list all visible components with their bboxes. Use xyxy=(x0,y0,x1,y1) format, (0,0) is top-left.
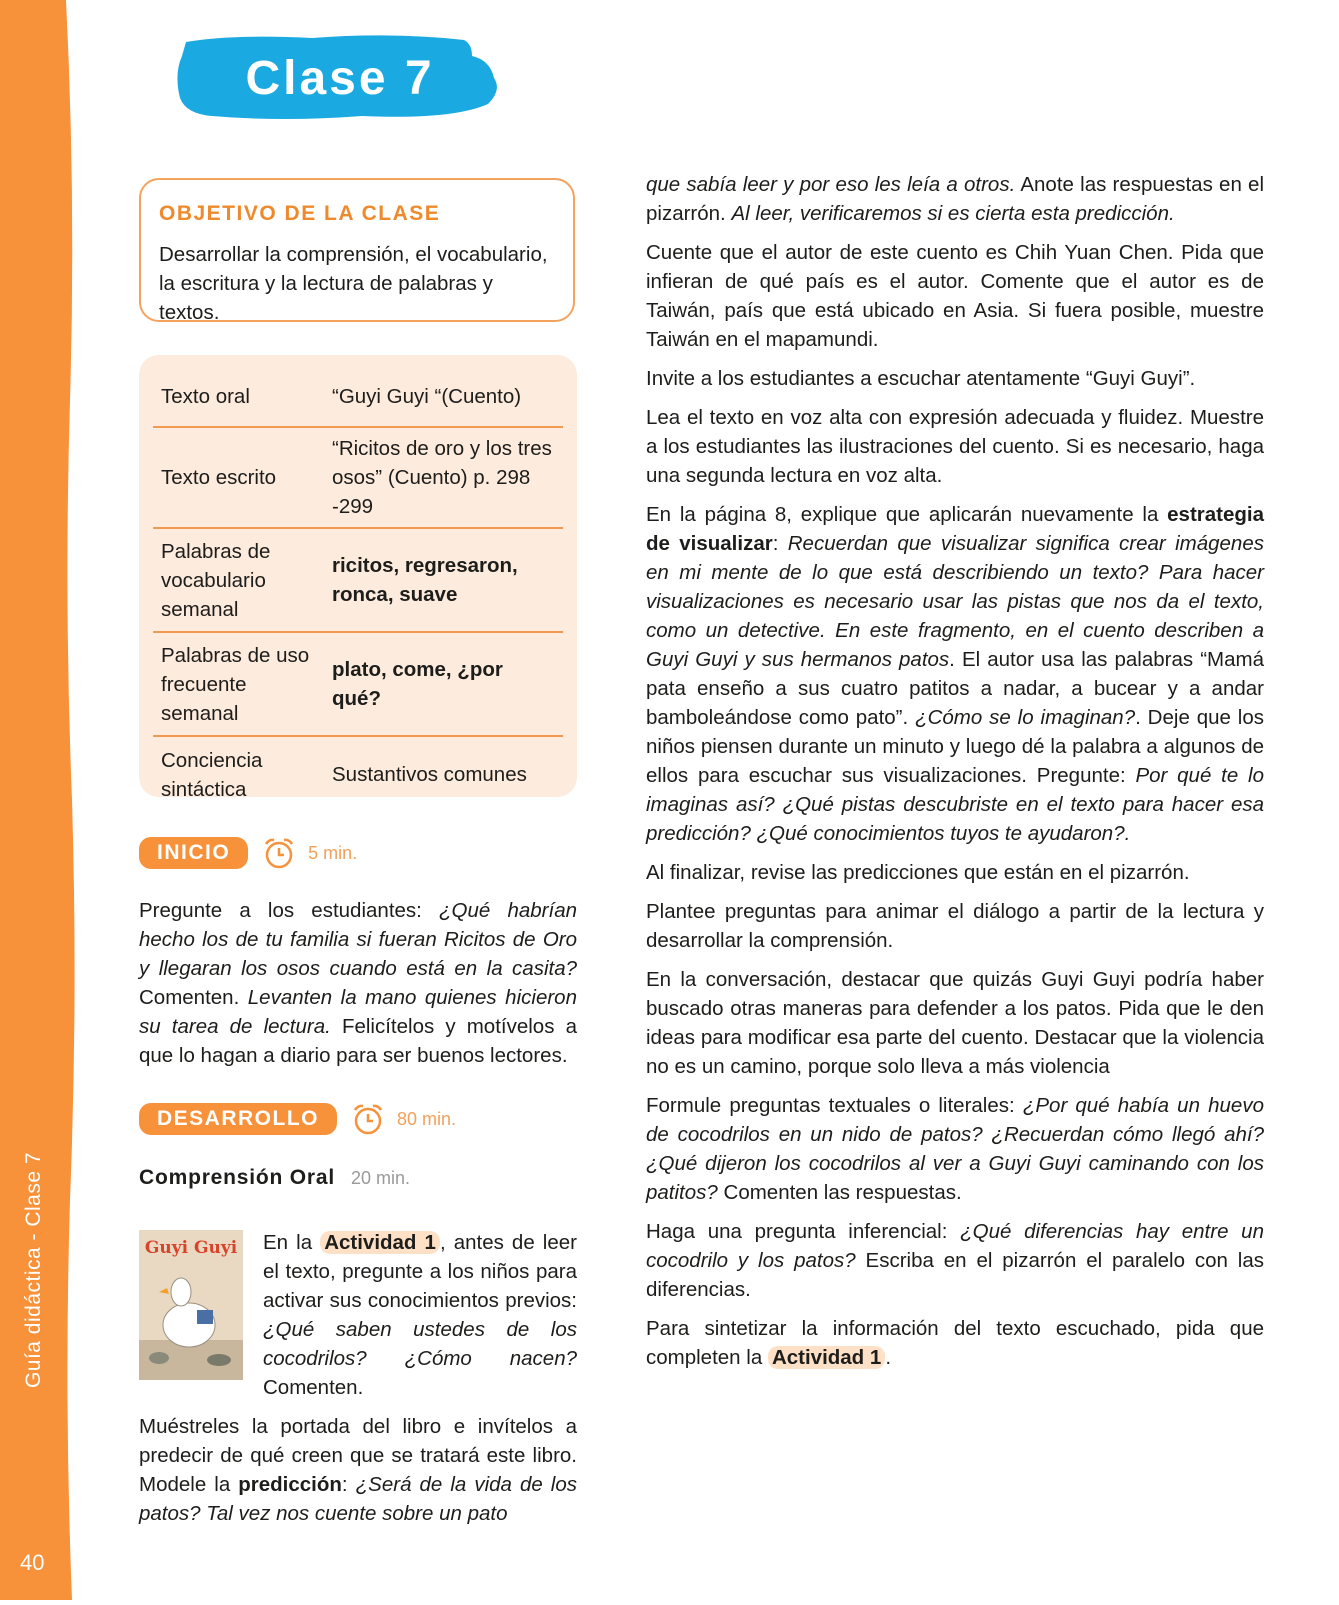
paragraph: Invite a los estudiantes a escuchar atentamente “Guyi Guyi”. xyxy=(646,367,1196,390)
inicio-header xyxy=(139,836,357,870)
paragraph: En la conversación, destacar que quizás Guyi Guyi podría haber buscado otras maneras para defender a los patos. Pida que le den ideas para modificar esa parte del cuento. Destacar que la violencia no es un camino, porque solo lleva a más violencia xyxy=(646,968,1264,1078)
alarm-clock-icon xyxy=(262,836,296,870)
comprension-title: Comprensión Oral xyxy=(139,1166,335,1189)
table-row xyxy=(153,632,563,736)
table-key: Texto oral xyxy=(161,385,250,408)
objective-box xyxy=(139,178,575,322)
table-value: Sustantivos comunes xyxy=(332,763,527,786)
table-row xyxy=(153,736,563,812)
paragraph: Lea el texto en voz alta con expresión adecuada y fluidez. Muestre a los estudiantes las ilustraciones del cuento. Si es necesario, haga una segunda lectura en voz alta. xyxy=(646,406,1264,487)
comprension-heading xyxy=(139,1166,410,1190)
paragraph: Formule preguntas textuales o literales: ¿Por qué había un huevo de cocodrilos en un nido de patos? ¿Recuerdan cómo llegó ahí? ¿Qué dijeron los cocodrilos al ver a Guyi Guyi caminando con los patitos? Comenten las respuestas. xyxy=(646,1094,1264,1204)
book-cover-title: Guyi Guyi xyxy=(144,1238,238,1258)
table-value: “Ricitos de oro y los tres osos” (Cuento) p. 298 -299 xyxy=(332,437,552,518)
table-value: “Guyi Guyi “(Cuento) xyxy=(332,385,522,408)
table-value: plato, come, ¿por qué? xyxy=(332,658,503,710)
activity-highlight: Actividad 1 xyxy=(768,1346,885,1369)
activity-highlight: Actividad 1 xyxy=(320,1231,440,1254)
table-key: Conciencia sintáctica xyxy=(161,748,263,801)
table-row xyxy=(153,528,563,632)
desarrollo-time: 80 min. xyxy=(397,1108,457,1129)
alarm-clock-icon xyxy=(351,1102,385,1136)
table-key: Palabras de uso frecuente semanal xyxy=(161,643,310,725)
desarrollo-badge: DESARROLLO xyxy=(139,1103,337,1135)
table-key: Texto escrito xyxy=(161,466,277,489)
activity-paragraph: En la Actividad 1 , antes de leer el texto, pregunte a los niños para activar sus conocimientos previos: ¿Qué saben ustedes de los cocodrilos? ¿Cómo nacen? Comenten. xyxy=(263,1231,577,1399)
table-row xyxy=(153,367,563,427)
objective-heading: OBJETIVO DE LA CLASE xyxy=(159,202,441,225)
paragraph: Para sintetizar la información del texto escuchado, pida que completen la Actividad 1 . xyxy=(646,1317,1264,1369)
page-number: 40 xyxy=(20,1550,45,1575)
inicio-badge: INICIO xyxy=(139,837,248,869)
sidebar-label: Guía didáctica - Clase 7 xyxy=(22,1151,45,1389)
title-banner xyxy=(172,28,508,128)
paragraph: que sabía leer y por eso les leía a otros. Anote las respuestas en el pizarrón. Al leer, verificaremos si es cierta esta predicción. xyxy=(646,173,1265,225)
book-cover xyxy=(139,1230,243,1380)
prediction-paragraph: Muéstreles la portada del libro e invítelos a predecir de qué creen que se tratará este libro. Modele la predicción: ¿Será de la vida de los patos? Tal vez nos cuente sobre un pato xyxy=(139,1415,577,1525)
paragraph: Al finalizar, revise las predicciones que están en el pizarrón. xyxy=(646,861,1190,884)
paragraph: Haga una pregunta inferencial: ¿Qué diferencias hay entre un cocodrilo y los patos? Escriba en el pizarrón el paralelo con las diferencias. xyxy=(646,1220,1264,1301)
sidebar xyxy=(0,0,72,1600)
right-column xyxy=(646,170,1264,1382)
paragraph: Cuente que el autor de este cuento es Chih Yuan Chen. Pida que infieran de qué país es el autor. Comente que el autor es de Taiwán, país que está ubicado en Asia. Si fuera posible, muestre Taiwán en el mapamundi. xyxy=(646,241,1264,351)
table-value: ricitos, regresaron, ronca, suave xyxy=(332,554,518,606)
objective-text: Desarrollar la comprensión, el vocabulario, la escritura y la lectura de palabras y textos. xyxy=(159,243,548,324)
table-row xyxy=(153,427,563,528)
paragraph: Plantee preguntas para animar el diálogo a partir de la lectura y desarrollar la comprensión. xyxy=(646,900,1264,952)
comprension-time: 20 min. xyxy=(351,1168,411,1188)
page-title: Clase 7 xyxy=(245,51,435,105)
desarrollo-header xyxy=(139,1102,456,1136)
table-key: Palabras de vocabulario semanal xyxy=(161,539,271,621)
inicio-time: 5 min. xyxy=(308,842,358,863)
inicio-paragraph: Pregunte a los estudiantes: ¿Qué habrían hecho los de tu familia si fueran Ricitos de Oro y llegaran los osos cuando está en la casita? Comenten. Levanten la mano quienes hicieron su tarea de lectura. Felicítelos y motívelos a que lo hagan a diario para ser buenos lectores. xyxy=(139,899,577,1067)
paragraph: En la página 8, explique que aplicarán nuevamente la estrategia de visualizar: Recuerdan que visualizar significa crear imágenes en mi mente de lo que está describiendo un texto? Para hacer visualizaciones es necesario usar las pistas que nos da el texto, como un detective. En este fragmento, en el cuento describen a Guyi Guyi y sus hermanos patos. El autor usa las palabras “Mamá pata enseño a sus cuatro patitos a nadar, a bucear y a andar bamboleándose como pato”. ¿Cómo se lo imaginan?. Deje que los niños piensen durante un minuto y luego dé la palabra a algunos de ellos para escuchar sus visualizaciones. Pregunte: Por qué te lo imaginas así? ¿Qué pistas descubriste en el texto para hacer esa predicción? ¿Qué conocimientos tuyos te ayudaron?. xyxy=(646,503,1264,845)
info-table xyxy=(139,355,577,801)
